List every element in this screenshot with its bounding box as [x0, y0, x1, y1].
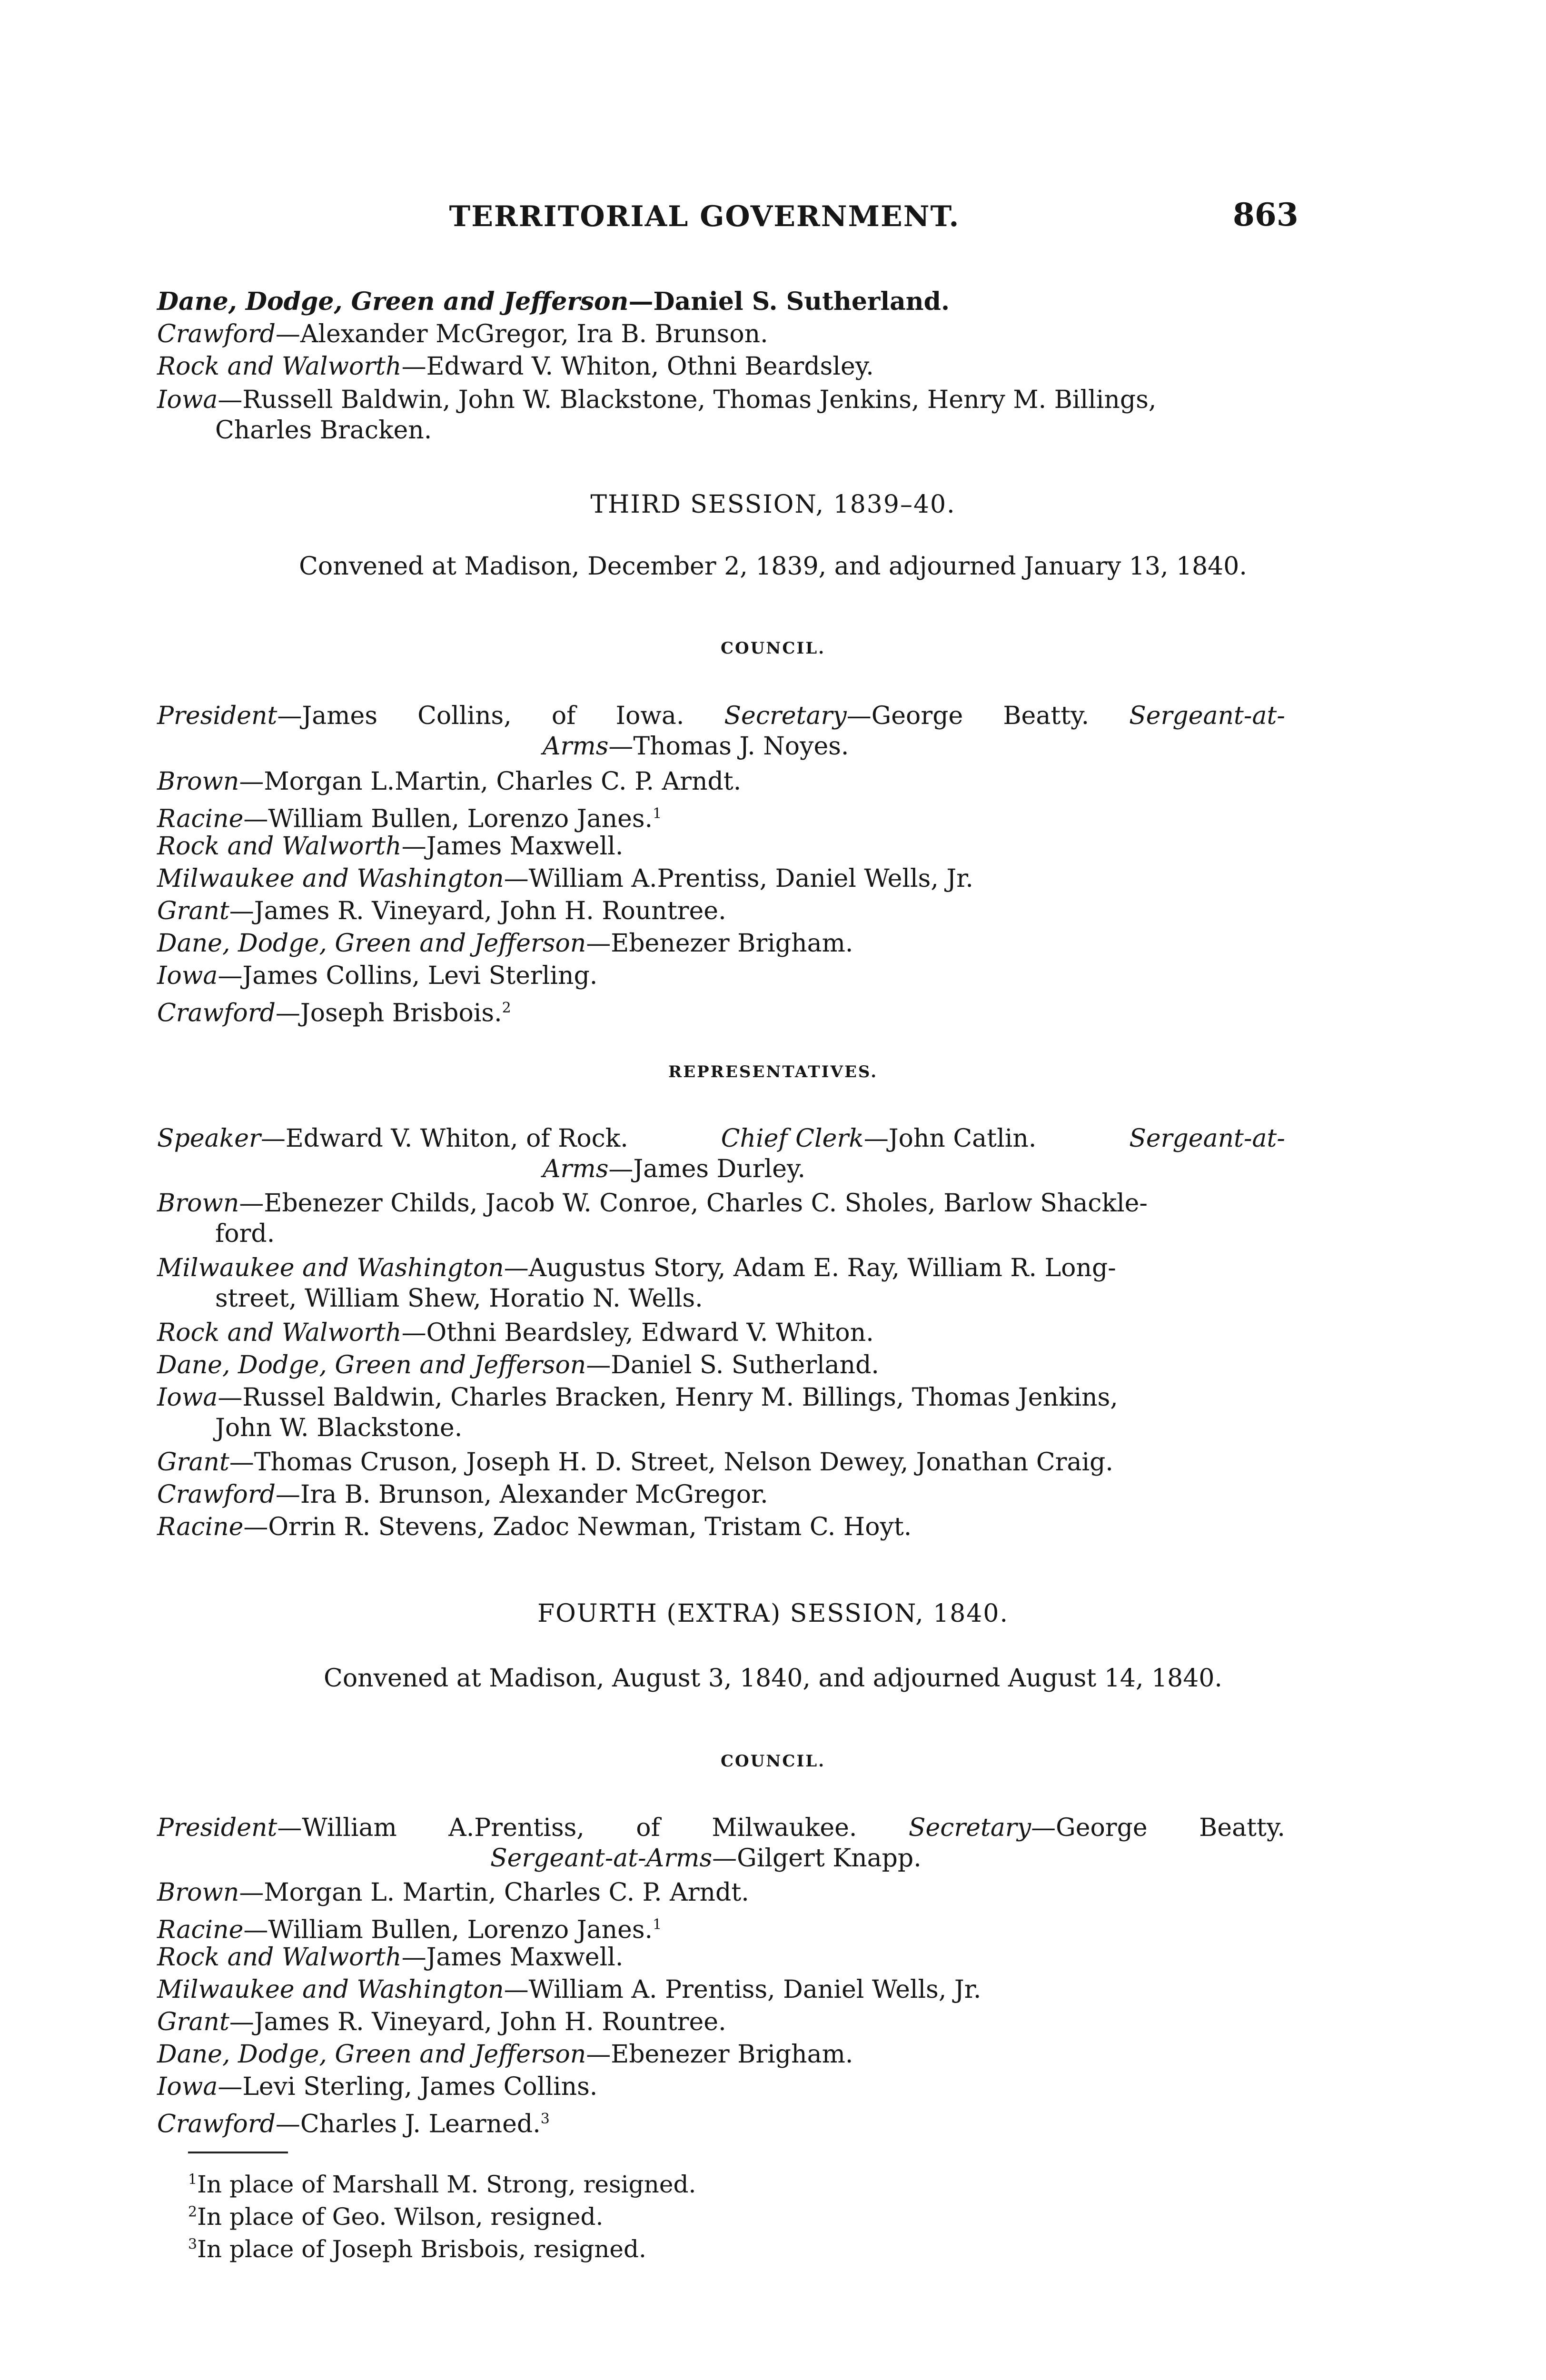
third-council-grant: Grant—James R. Vineyard, John H. Rountree.: [157, 897, 726, 925]
third-reps-dane: Dane, Dodge, Green and Jefferson—Daniel S. Sutherland.: [157, 1351, 879, 1379]
fourth-council-heading: COUNCIL.: [720, 1752, 826, 1771]
prev-dane-entry: Dane, Dodge, Green and Jefferson—Daniel S. Sutherland.: [157, 287, 950, 316]
third-council-officers: President—James Collins, of Iowa. Secretary—George Beatty. Sergeant-at-: [157, 702, 1285, 730]
prev-iowa-continuation: Charles Bracken.: [215, 416, 432, 445]
fourth-council-dane: Dane, Dodge, Green and Jefferson—Ebenezer Brigham.: [157, 2040, 853, 2069]
page-number: 863: [1233, 196, 1298, 233]
third-reps-heading: REPRESENTATIVES.: [668, 1062, 878, 1081]
third-council-dane: Dane, Dodge, Green and Jefferson—Ebenezer Brigham.: [157, 929, 853, 958]
prev-iowa-entry: Iowa—Russell Baldwin, John W. Blackstone, Thomas Jenkins, Henry M. Billings,: [157, 386, 1157, 414]
third-reps-milwaukee-continuation: street, William Shew, Horatio N. Wells.: [215, 1284, 703, 1313]
footnote-ref: 1: [653, 1916, 662, 1933]
fourth-council-milwaukee: Milwaukee and Washington—William A. Prentiss, Daniel Wells, Jr.: [157, 1975, 981, 2004]
prev-rock-entry: Rock and Walworth—Edward V. Whiton, Othni Beardsley.: [157, 352, 874, 381]
third-council-brown: Brown—Morgan L.Martin, Charles C. P. Arndt.: [157, 767, 742, 796]
fourth-council-rock: Rock and Walworth—James Maxwell.: [157, 1943, 624, 1972]
footnote-rule: [188, 2152, 288, 2153]
footnote: $^1$In place of Marshall M. Strong, resigned.: [188, 2171, 696, 2198]
third-reps-sergeant-continuation: Arms—James Durley.: [543, 1155, 805, 1183]
third-reps-iowa-continuation: John W. Blackstone.: [215, 1414, 463, 1442]
third-reps-brown: Brown—Ebenezer Childs, Jacob W. Conroe, Charles C. Sholes, Barlow Shackle-: [157, 1189, 1148, 1218]
third-reps-brown-continuation: ford.: [215, 1220, 275, 1248]
footnote-ref: 3: [540, 2111, 550, 2127]
footnote: $^2$In place of Geo. Wilson, resigned.: [188, 2203, 604, 2231]
third-session-convened: Convened at Madison, December 2, 1839, and adjourned January 13, 1840.: [299, 552, 1247, 581]
third-reps-grant: Grant—Thomas Cruson, Joseph H. D. Street, Nelson Dewey, Jonathan Craig.: [157, 1448, 1113, 1477]
third-council-rock: Rock and Walworth—James Maxwell.: [157, 832, 624, 861]
third-session-heading: THIRD SESSION, 1839–40.: [590, 490, 956, 519]
third-reps-racine: Racine—Orrin R. Stevens, Zadoc Newman, Tristam C. Hoyt.: [157, 1513, 912, 1541]
third-council-heading: COUNCIL.: [720, 639, 826, 658]
fourth-council-brown: Brown—Morgan L. Martin, Charles C. P. Arndt.: [157, 1878, 749, 1907]
third-council-racine: Racine—William Bullen, Lorenzo Janes.$^1$: [157, 804, 662, 833]
third-reps-crawford: Crawford—Ira B. Brunson, Alexander McGregor.: [157, 1480, 768, 1509]
fourth-council-racine: Racine—William Bullen, Lorenzo Janes.$^1$: [157, 1915, 662, 1944]
third-council-sergeant-continuation: Arms—Thomas J. Noyes.: [543, 732, 849, 761]
fourth-council-iowa: Iowa—Levi Sterling, James Collins.: [157, 2073, 598, 2101]
third-council-milwaukee: Milwaukee and Washington—William A.Prentiss, Daniel Wells, Jr.: [157, 864, 973, 893]
fourth-council-grant: Grant—James R. Vineyard, John H. Rountree.: [157, 2008, 726, 2036]
third-reps-rock: Rock and Walworth—Othni Beardsley, Edward V. Whiton.: [157, 1319, 874, 1347]
third-reps-officers: Speaker—Edward V. Whiton, of Rock. Chief Clerk—John Catlin. Sergeant-at-: [157, 1124, 1285, 1153]
fourth-council-sergeant: Sergeant-at-Arms—Gilgert Knapp.: [490, 1844, 922, 1873]
third-reps-iowa: Iowa—Russel Baldwin, Charles Bracken, Henry M. Billings, Thomas Jenkins,: [157, 1383, 1118, 1412]
fourth-council-officers: President—William A.Prentiss, of Milwaukee. Secretary—George Beatty.: [157, 1814, 1285, 1842]
fourth-council-crawford: Crawford—Charles J. Learned.$^3$: [157, 2110, 550, 2139]
third-council-iowa: Iowa—James Collins, Levi Sterling.: [157, 962, 598, 990]
prev-crawford-entry: Crawford—Alexander McGregor, Ira B. Brunson.: [157, 320, 768, 348]
running-head: TERRITORIAL GOVERNMENT.: [449, 200, 960, 233]
footnote-ref: 1: [653, 805, 662, 822]
fourth-session-convened: Convened at Madison, August 3, 1840, and adjourned August 14, 1840.: [324, 1664, 1222, 1693]
fourth-session-heading: FOURTH (EXTRA) SESSION, 1840.: [537, 1599, 1009, 1628]
footnote: $^3$In place of Joseph Brisbois, resigned.: [188, 2235, 646, 2263]
third-council-crawford: Crawford—Joseph Brisbois.$^2$: [157, 999, 511, 1028]
third-reps-milwaukee: Milwaukee and Washington—Augustus Story, Adam E. Ray, William R. Long-: [157, 1254, 1116, 1282]
footnote-ref: 2: [502, 1000, 511, 1016]
